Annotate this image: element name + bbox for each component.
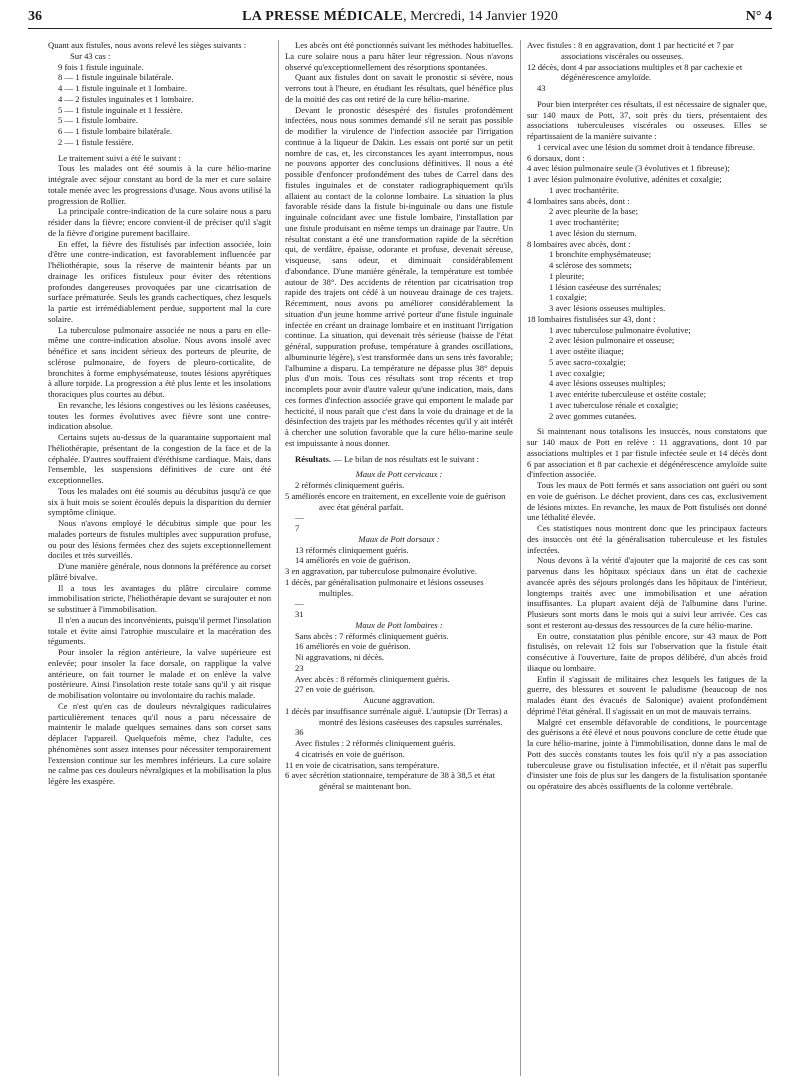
list-item: 8 — 1 fistule inguinale bilatérale.: [58, 72, 174, 83]
paragraph: Tous les malades ont été soumis à la cure hélio-marine intégrale avec séjour constant au bord de la mer et cure solaire totale menée avec les progressions d'usage. Nous avons utilisé la progression de Rollier.: [48, 163, 271, 206]
paragraph: 8 lombaires avec abcès, dont :: [527, 238, 631, 249]
list-item: 1 coxalgie;: [549, 292, 587, 303]
list-item: 9 fois 1 fistule inguinale.: [58, 61, 144, 72]
list-item: 4 — 2 fistules inguinales et 1 lombaire.: [58, 93, 194, 104]
list-item: 1 avec trochantérite.: [549, 184, 619, 195]
text-column-1: [48, 40, 271, 1078]
list-item: 11 en voie de cicatrisation, sans température.: [285, 759, 440, 770]
list-item: 2 avec lésion pulmonaire et osseuse;: [549, 335, 675, 346]
list-item: 4 sclérose des sommets;: [549, 260, 632, 270]
list-item: 14 améliorés en voie de guérison.: [295, 555, 411, 566]
list-item: 1 avec entérite tuberculeuse et ostéite costale;: [549, 389, 706, 399]
list-item: 4 cicatrisés en voie de guérison.: [295, 748, 405, 759]
paragraph: En revanche, les lésions congestives ou les lésions caséeuses, toutes les formes évolutives avec fièvre sont une contre-indication absolue.: [48, 399, 271, 432]
list-item: Avec fistules : 8 en aggravation, dont 1 par hecticité et 7 par associations viscérales ou osseuses.: [527, 40, 734, 61]
list-item: 1 avec lésion du sternum.: [549, 227, 637, 238]
list-item: 4 avec lésions osseuses multiples;: [549, 378, 666, 389]
column-rule-1: [278, 40, 279, 1076]
paragraph: Nous n'avons employé le décubitus simple que pour les malades porteurs de fistules multiples avec suppuration profuse, ou pour des lésions fermées chez des sujets exceptionnellement dociles et très surveillés.: [48, 518, 271, 561]
paragraph: Quant aux fistules dont on savait le pronostic si sévère, nous verrons tout à l'heure, en étudiant les résultats, quel bénéfice plus de la moitié des cas ont retiré de la cure hélio-marine.: [285, 72, 513, 104]
list-item: 12 décès, dont 4 par associations multiples et 8 par cachexie et dégénérescence amyloïde.: [527, 61, 743, 83]
list-item: 3 avec lésions osseuses multiples.: [549, 303, 666, 313]
paragraph: Si maintenant nous totalisons les insuccès, nous constatons que sur 140 maux de Pott en relève : 11 aggravations, dont 10 par associations multiples et 1 par fistule infectée seule et 14 décès dont 6 par association et 8 par cachexie et dégénérescence amyloïde suite d'infection associée.: [527, 426, 767, 480]
list-item: 3 en aggravation, par tuberculose pulmonaire évolutive.: [285, 566, 477, 576]
paragraph: En outre, constatation plus pénible encore, sur 43 maux de Pott fistulisés, on relevait 12 fois sur l'observation que la fistule était consécutive à l'ouverture, faite de propos délibéré, d'un abcès froid iliaque ou lombaire.: [527, 630, 767, 673]
list-item: 5 améliorés encore en traitement, en excellente voie de guérison avec état général parfait.: [285, 490, 506, 512]
subheading: Maux de Pott lombaires :: [355, 619, 443, 630]
list-item: 5 avec sacro-coxalgie;: [549, 356, 626, 367]
list-item: 1 bronchite emphysémateuse;: [549, 249, 652, 260]
paragraph: 18 lombaires fistulisées sur 43, dont :: [527, 313, 656, 324]
paragraph: Enfin il s'agissait de militaires chez lesquels les fatigues de la guerre, des blessures et souvent le paludisme (beaucoup de nos malades étant des évacués de Salonique) avaient profondément déprimé l'état général. Il s'agissait en un mot de mauvais terrains.: [527, 673, 767, 716]
paragraph: La principale contre-indication de la cure solaire nous a paru résider dans la fièvre; encore convient-il de préciser qu'il s'agit de la fièvre d'origine purement bacillaire.: [48, 206, 271, 238]
list-item: 2 réformés cliniquement guéris.: [295, 480, 405, 490]
list-item: 5 — 1 fistule inguinale et 1 fessière.: [58, 104, 183, 115]
list-item: —: [295, 598, 304, 609]
paragraph: Nous devons à la vérité d'ajouter que la majorité de ces cas sont parvenus dans les hôpitaux spéciaux dans un état de cachexie avancée après des séjours prolongés dans les hôpitaux de l'intérieur, longtemps traités avec une immobilisation et une aération insuffisantes. La plupart avaient déjà de l'albumine dans l'urine. Plusieurs sont morts dans le mois qui a suivi leur arrivée. Ces cas sont et resteront au-dessus des ressources de la cure hélio-marine.: [527, 555, 767, 630]
journal-date: , Mercredi, 14 Janvier 1920: [403, 9, 558, 24]
paragraph: 6 dorsaux, dont :: [527, 152, 585, 163]
list-item: 27 en voie de guérison.: [295, 684, 375, 695]
list-item: 1 avec tuberculose pulmonaire évolutive;: [549, 324, 691, 335]
list-item: 4 avec lésion pulmonaire seule (3 évolutives et 1 fibreuse);: [527, 163, 730, 174]
list-item: 1 avec coxalgie;: [549, 367, 605, 378]
list-item: Avec fistules : 2 réformés cliniquement guéris.: [295, 738, 456, 748]
list-item: 2 avec pleurite de la base;: [549, 206, 638, 217]
paragraph: Pour insoler la région antérieure, la valve supérieure est enlevée; pour insoler la face dorsale, on rapplique la valve antérieure, on fait tourner le malade et on enlève la valve postérieure. Ainsi l'insolation reste totale sans qu'il y ait risque de mobilisation volontaire ou involontaire du rachis malade.: [48, 647, 271, 700]
centered-line: Aucune aggravation.: [363, 695, 435, 705]
list-item: 16 améliorés en voie de guérison.: [295, 641, 411, 652]
list-item: 13 réformés cliniquement guéris.: [295, 544, 409, 555]
subheading: Maux de Pott cervicaux :: [355, 469, 443, 480]
list-item: 43: [537, 83, 546, 93]
journal-title: [28, 9, 772, 25]
list-item: 23: [295, 662, 304, 673]
list-item: 6 avec sécrétion stationnaire, température de 38 à 38,5 et état général se maintenant bon.: [285, 770, 495, 791]
list-item: 1 avec trochantérite;: [549, 217, 620, 227]
paragraph: Ce n'est qu'en cas de douleurs névralgiques radiculaires particulièrement tenaces qu'il nous a paru nécessaire de maintenir le malade quelques semaines dans son corset sans déplacer l'appareil. Quelquefois même, chez l'adulte, ces phénomènes sont assez intenses pour nécessiter temporairement l'extension continue sur les membres inférieurs. La cure solaire ne calme pas ces douleurs névralgiques et la mobilisation la plus légère les exaspère.: [48, 700, 271, 786]
paragraph: La tuberculose pulmonaire associée ne nous a paru en elle-même une contre-indication absolue. Nous avons insolé avec bénéfice et sans incident sérieux des porteurs de pleurite, de sclérose pulmonaire, de foyers de pleuro-corticalite, de bronchites à forme emphysémateuse, toutes lésions apyrétiques à allure torpide. La progression a été plus lente et les insolations thoraciques plus courtes au début.: [48, 324, 271, 399]
issue-number: N° 4: [745, 9, 772, 24]
paragraph: 4 lombaires sans abcès, dont :: [527, 195, 630, 206]
list-item: 1 lésion caséeuse des surrénales;: [549, 281, 662, 292]
journal-name: LA PRESSE MÉDICALE: [242, 9, 404, 24]
list-item: 31: [295, 609, 304, 619]
list-item: 1 avec ostéite iliaque;: [549, 346, 624, 356]
list-item: 1 avec tuberculose rénale et coxalgie;: [549, 399, 679, 410]
list-item: 5 — 1 fistule lombaire.: [58, 115, 138, 126]
list-item: 36: [295, 727, 304, 738]
list-item: 1 décès, par généralisation pulmonaire et lésions osseuses multiples.: [285, 576, 484, 598]
paragraph: Il n'en a aucun des inconvénients, puisqu'il permet l'insolation totale et évite ainsi l'atrophie musculaire et la macération des téguments.: [48, 614, 271, 647]
list-item: 4 — 1 fistule inguinale et 1 lombaire.: [58, 83, 187, 93]
list-item: Sans abcès : 7 réformés cliniquement guéris.: [295, 630, 449, 641]
paragraph: En effet, la fièvre des fistulisés par infection associée, loin d'être une contre-indication, est favorablement influencée par l'héliothérapie, sous la réserve de maintenir béants par un drainage les orifices fistuleux pour éviter des rétentions profondes dangereuses provoquées par une cicatrisation de surface prématurée. Seuls les grands cachectiques, chez lesquels la partie est irrémédiablement perdue, supportent mal la cure solaire.: [48, 238, 271, 324]
list-caption: Sur 43 cas :: [70, 50, 111, 61]
list-item: 1 pleurite;: [549, 270, 585, 281]
text-column-2: [285, 40, 513, 1078]
paragraph: Malgré cet ensemble défavorable de conditions, le pourcentage des guérisons a été élevé et nous pouvons conclure de cette étude que la cure hélio-marine, jointe à l'immobilisation, donne dans le mal de Pott des succès constants toutes les fois qu'il n'y a pas association tuberculeuse grave ou fistulisation infectée, et il n'était pas superflu d'insister une fois de plus sur les dangers de la fistulisation spontanée ou opératoire des abcès ossifluents de la colonne vertébrale.: [527, 716, 767, 791]
list-item: 6 — 1 fistule lombaire bilatérale.: [58, 126, 173, 136]
list-item: —: [295, 512, 304, 523]
column-rule-2: [520, 40, 521, 1076]
list-item: 1 décès par insuffisance surrénale aiguë. L'autopsie (Dr Terras) a montré des lésions caséeuses des capsules surrénales.: [285, 705, 508, 727]
list-item: 2 avec gommes cutanées.: [549, 410, 637, 421]
paragraph: Ces statistiques nous montrent donc que les principaux facteurs des insuccès ont été la généralisation tuberculeuse et les fistules infectées.: [527, 523, 767, 555]
paragraph: Certains sujets au-dessus de la quarantaine supportaient mal l'héliothérapie, présentant de la congestion de la face et de la céphalée. D'autres souffraient d'éréthisme cardiaque. Mais, dans l'ensemble, les suspensions définitives de cure ont été exceptionnelles.: [48, 432, 271, 485]
paragraph: Devant le pronostic désespéré des fistules profondément infectées, nous nous sommes demandé s'il ne serait pas possible de modifier la virulence de l'infection associée par l'irrigation continue à la liqueur de Dakin. Les essais ont porté sur un petit nombre de cas, et, les circonstances les ayant interrompus, nous ne pouvons apporter des conclusions définitives. Il nous a été possible d'enfoncer profondément des tubes de Carrel dans des fistules inguinales et de constater radiographiquement qu'ils allaient au contact de la colonne lombaire. La situation la plus favorable réside dans la fistule bi-inguinale ou dans une fistule inguinale coïncidant avec une fistule lombaire, l'installation par une fistule produisant en même temps un drainage par l'autre. Un résultat constant a été une transformation rapide de la sécrétion qui, de verdâtre, épaisse, odorante et profuse, devenait séreuse, visqueuse, sans odeur, et diminuait considérablement d'abondance. D'une manière générale, la température est tombée autour de 38°. Des accidents de rétention par cicatrisation trop rapide des trajets ont cédé à un nouveau drainage de ces trajets. Récemment, nous avons pu améliorer considérablement la situation d'un jeune homme arrivé porteur d'une fistule inguinale infectée en créant un drainage lombaire et en instituant l'irrigation continue. La situation, qui devenait très sérieuse (baisse de l'état général, suppuration profuse, température à grandes oscillations, albuminurie légère), s'est transformée dans un sens très favorable; l'albumine a disparu. La température ne dépasse plus 38° depuis plus d'un mois. Tous ces résultats sont trop récents et trop incomplets pour avoir d'autre valeur qu'une indication, mais, dans ces formes d'infection associée grave qui emportent le malade par hecticité, il nous paraît que c'est dans la voie du drainage et de la désinfection des trajets par les méthodes récentes qu'il y ait intérêt à chercher une solution favorable que la cure hélio-marine seule est impuissante à nous donner.: [285, 104, 513, 448]
paragraph: Il a tous les avantages du plâtre circulaire comme immobilisation stricte, l'héliothérapie devant se surajouter et non se substituer à l'immobilisation.: [48, 582, 271, 614]
section-heading-label: Résultats.: [295, 453, 332, 464]
paragraph: Les abcès ont été ponctionnés suivant les méthodes habituelles. La cure solaire nous a paru hâter leur régression. Nous n'avons observé qu'exceptionnellement des résorptions spontanées.: [285, 40, 513, 72]
list-item: Avec abcès : 8 réformés cliniquement guéris.: [295, 673, 450, 684]
text-column-3: [527, 40, 767, 1078]
paragraph: Tous les maux de Pott fermés et sans association ont guéri ou sont en voie de guérison. Le déchet provient, dans ces cas, exclusivement de lésions mixtes. En revanche, les maux de Pott fistulisés ont donné une léthalité élevée.: [527, 480, 767, 523]
paragraph: Le traitement suivi a été le suivant :: [58, 152, 181, 163]
page-number: 36: [28, 9, 42, 24]
list-item: Ni aggravations, ni décès.: [295, 652, 385, 662]
paragraph: Pour bien interpréter ces résultats, il est nécessaire de signaler que, sur 140 maux de Pott, 37, soit près du tiers, présentaient des associations tuberculeuses viscérales ou osseuses. Elles se répartissaient de la manière suivante :: [527, 98, 767, 141]
list-item: 1 avec lésion pulmonaire évolutive, adénites et coxalgie;: [527, 174, 722, 184]
paragraph: Tous les malades ont été soumis au décubitus jusqu'à ce que six à huit mois se soient écoulés depuis la disparition du dernier symptôme clinique.: [48, 485, 271, 518]
page-header: [28, 6, 772, 29]
section-heading: [285, 454, 513, 465]
section-heading-text: — Le bilan de nos résultats est le suivant :: [331, 453, 480, 464]
paragraph: Quant aux fistules, nous avons relevé les sièges suivants :: [48, 40, 247, 50]
list-item: 2 — 1 fistule fessière.: [58, 136, 134, 147]
subheading: Maux de Pott dorsaux :: [358, 533, 440, 544]
paragraph: D'une manière générale, nous donnons la préférence au corset plâtré bivalve.: [48, 561, 271, 582]
list-item: 1 cervical avec une lésion du sommet droit à tendance fibreuse.: [537, 141, 755, 152]
list-item: 7: [295, 523, 300, 533]
